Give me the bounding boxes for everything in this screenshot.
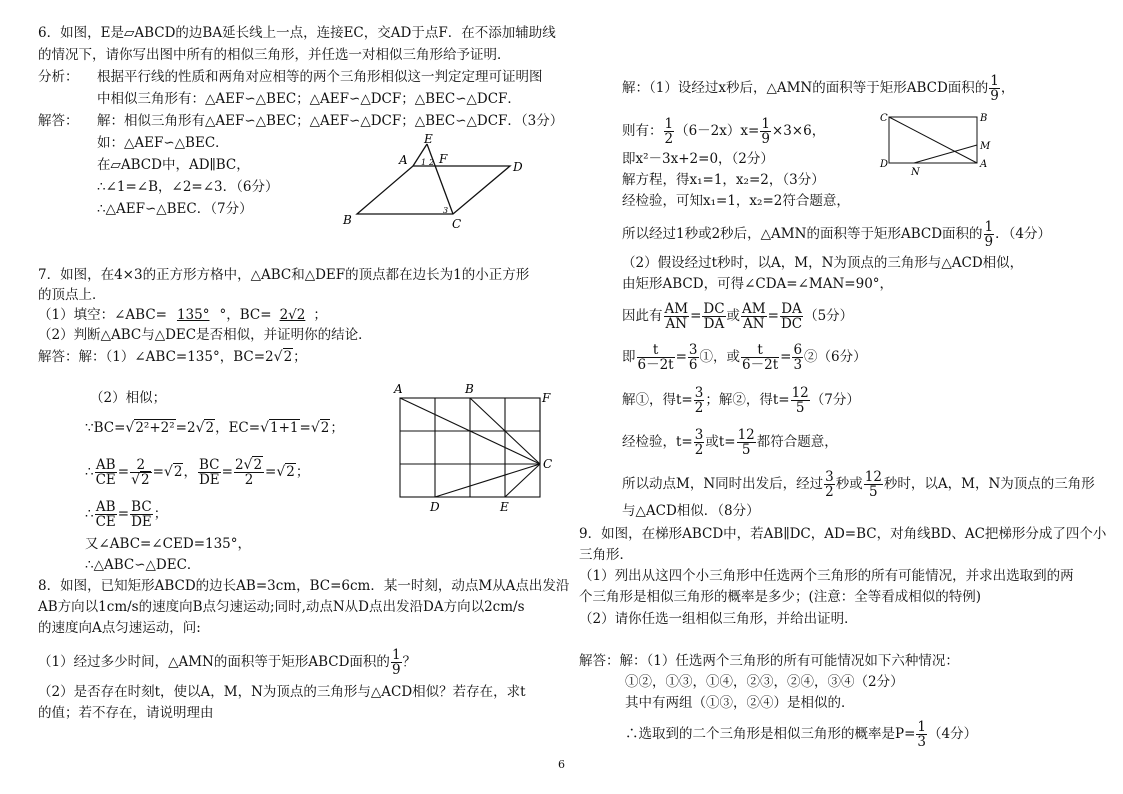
q7-blank-bc: 2√2 — [279, 307, 306, 323]
q7-bc-ec-line: ∵BC=√2²+2²=2√2，EC=√1+1=√2； — [85, 420, 344, 436]
q6-label-C: C — [452, 217, 462, 230]
q8-sol-line14: 与△ACD相似．（8分） — [622, 503, 760, 519]
q8-sol-line7: （2）假设经过t秒时，以A，M，N为顶点的三角形与△ACD相似， — [622, 255, 1024, 271]
q8-stem-line2: AB方向以1cm/s的速度向B点匀速运动;同时,动点N从D点出发沿DA方向以2cm/s — [38, 599, 525, 615]
q7-label-A: A — [394, 382, 403, 396]
q8-sol-line2: 则有： $\frac{1}{2}$ （6－2x）x= $\frac{1}{9}$ ×3×6， — [622, 116, 826, 147]
q6-analysis-line1: 根据平行线的性质和两角对应相等的两个三角形相似这一判定定理可证明图 — [97, 69, 543, 85]
q9-stem-line2: 三角形． — [579, 547, 633, 563]
q6-label-F: F — [439, 152, 448, 166]
q7-blank-angle: 135° — [176, 307, 210, 323]
q9-stem-line1: 9．如图，在梯形ABCD中，若AB∥DC，AD=BC，对角线BD、AC把梯形分成了四个小 — [579, 526, 1107, 542]
q6-stem-line1: 6．如图，E是▱ABCD的边BA延长线上一点，连接EC，交AD于点F．在不添加辅助线 — [38, 25, 556, 41]
q8-label-M: M — [980, 141, 991, 152]
q7-ratio-line: ∴ $\frac{AB}{CE}$ = $\frac{2}{√2}$ =√2， $\frac{BC}{DE}$ = $\frac{2√2}{2}$ =√2； — [85, 457, 310, 488]
q7-label-C: C — [543, 457, 553, 471]
q8-sol-line8: 由矩形ABCD，可得∠CDA=∠MAN=90°， — [622, 276, 894, 292]
q8-stem-line1: 8．如图，已知矩形ABCD的边长AB=3cm，BC=6cm．某一时刻，动点M从A点出发沿 — [38, 578, 570, 594]
q6-angle-1: 1 — [421, 158, 427, 167]
q8-rectangle-figure — [877, 107, 997, 179]
q8-sol-line13: 所以动点M，N同时出发后，经过 $\frac{3}{2}$ 秒或 $\frac{12}{5}$ 秒时，以A，M，N为顶点的三角形 — [622, 469, 1095, 500]
q9-solution-line1: 解答：解：（1）任选两个三角形的所有可能情况如下六种情况： — [579, 653, 959, 669]
q8-sol-line9: 因此有 $\frac{AM}{AN}$ = $\frac{DC}{DA}$ 或 $\frac{AM}{AN}$ = $\frac{DA}{DC}$ （5分） — [622, 301, 854, 332]
q7-solution-line1: 解答：解：（1）∠ABC=135°，BC=2√2； — [38, 349, 307, 365]
q6-analysis-line2: 中相似三角形有：△AEF∽△BEC；△AEF∽△DCF；△BEC∽△DCF． — [97, 91, 521, 107]
q8-sol-line6: 所以经过1秒或2秒后，△AMN的面积等于矩形ABCD面积的 $\frac{1}{9}$ ．（4分） — [622, 219, 1051, 250]
q8-part2-line2: 的值；若不存在，请说明理由 — [38, 705, 214, 721]
q8-sol-line12: 经检验，t= $\frac{3}{2}$ 或t= $\frac{12}{5}$ 都符合题意， — [622, 427, 838, 458]
q8-label-A: A — [980, 159, 988, 170]
q6-answer-label: 解答： — [38, 113, 79, 129]
q7-label-F: F — [542, 391, 551, 405]
q6-label-B: B — [343, 213, 352, 227]
q9-part1-line1: （1）列出从这四个小三角形中任选两个三角形的所有可能情况，并求出选取到的两 — [579, 568, 1074, 584]
q7-part1: （1）填空：∠ABC= 135° °，BC= 2√2 ； — [38, 307, 327, 323]
q7-label-E: E — [500, 500, 509, 514]
q7-grid-figure — [388, 380, 558, 515]
q8-sol-line11: 解①，得t= $\frac{3}{2}$ ；解②，得t= $\frac{12}{5}$ （7分） — [622, 385, 860, 416]
q6-parallelogram-figure — [335, 130, 535, 230]
q7-solution-similar: （2）相似； — [90, 390, 167, 406]
q6-angle-3: 3 — [443, 206, 449, 215]
q8-sol-line5: 经检验，可知x₁=1，x₂=2符合题意， — [622, 193, 850, 209]
q9-part2: （2）请你任选一组相似三角形，并给出证明． — [579, 611, 858, 627]
q8-part2-line1: （2）是否存在时刻t，使以A，M，N为顶点的三角形与△ACD相似？若存在，求t — [38, 684, 526, 700]
q8-label-B: B — [980, 113, 988, 124]
q7-stem-line1: 7．如图，在4×3的正方形方格中，△ABC和△DEF的顶点都在边长为1的小正方形 — [38, 267, 530, 283]
q9-solution-line2: ①②，①③，①④，②③，②④，③④（2分） — [625, 674, 904, 690]
q6-solution-line2: 如：△AEF∽△BEC． — [97, 135, 229, 151]
q7-part2: （2）判断△ABC与△DEC是否相似，并证明你的结论． — [38, 327, 372, 343]
q9-solution-line3: 其中有两组（①③，②④）是相似的． — [625, 695, 855, 711]
q8-label-N: N — [911, 167, 920, 178]
q6-analysis-label: 分析： — [38, 69, 79, 85]
q7-label-D: D — [430, 500, 440, 514]
q8-part1: （1）经过多少时间，△AMN的面积等于矩形ABCD面积的 $\frac{1}{9}$ ？ — [38, 647, 417, 678]
q9-part1-line2: 个三角形是相似三角形的概率是多少；(注意：全等看成相似的特例) — [579, 589, 982, 605]
q8-sol-line4: 解方程，得x₁=1，x₂=2，（3分） — [622, 172, 825, 188]
q6-solution-line5: ∴△AEF∽△BEC．（7分） — [97, 201, 253, 217]
q7-therefore-line: ∴ $\frac{AB}{CE}$ = $\frac{BC}{DE}$ ； — [85, 499, 168, 530]
q6-angle-2: 2 — [429, 158, 435, 167]
q8-stem-line3: 的速度向A点匀速运动，问: — [38, 620, 201, 636]
q8-sol-line1: 解：（1）设经过x秒后，△AMN的面积等于矩形ABCD面积的 $\frac{1}{9}$ ， — [622, 73, 1015, 104]
q6-solution-line4: ∴∠1=∠B，∠2=∠3．（6分） — [97, 179, 279, 195]
q7-angle-equal-line: 又∠ABC=∠CED=135°， — [85, 536, 252, 552]
q7-conclusion-line: ∴△ABC∽△DEC． — [85, 557, 201, 573]
q8-label-C: C — [880, 113, 888, 124]
q6-stem-line2: 的情况下，请你写出图中所有的相似三角形，并任选一对相似三角形给予证明． — [38, 47, 511, 63]
q6-solution-line3: 在▱ABCD中，AD∥BC， — [97, 157, 250, 173]
q7-label-B: B — [465, 382, 474, 396]
q8-sol-line3: 即x²－3x+2=0，（2分） — [622, 151, 774, 167]
q6-label-A: A — [399, 153, 408, 167]
q6-label-E: E — [424, 132, 433, 146]
page-number: 6 — [558, 758, 565, 771]
q6-label-D: D — [513, 160, 523, 174]
q8-label-D: D — [880, 159, 889, 170]
q9-solution-line4: ∴选取到的二个三角形是相似三角形的概率是P= $\frac{1}{3}$ （4分） — [625, 719, 978, 750]
q6-solution-line1: 解：相似三角形有△AEF∽△BEC；△AEF∽△DCF；△BEC∽△DCF．（3分） — [97, 113, 564, 129]
q8-sol-line10: 即 $\frac{t}{6-2t}$ = $\frac{3}{6}$ ①，或 $\frac{t}{6-2t}$ = $\frac{6}{3}$ ②（6分） — [622, 342, 867, 373]
q7-stem-line2: 的顶点上． — [38, 287, 106, 303]
